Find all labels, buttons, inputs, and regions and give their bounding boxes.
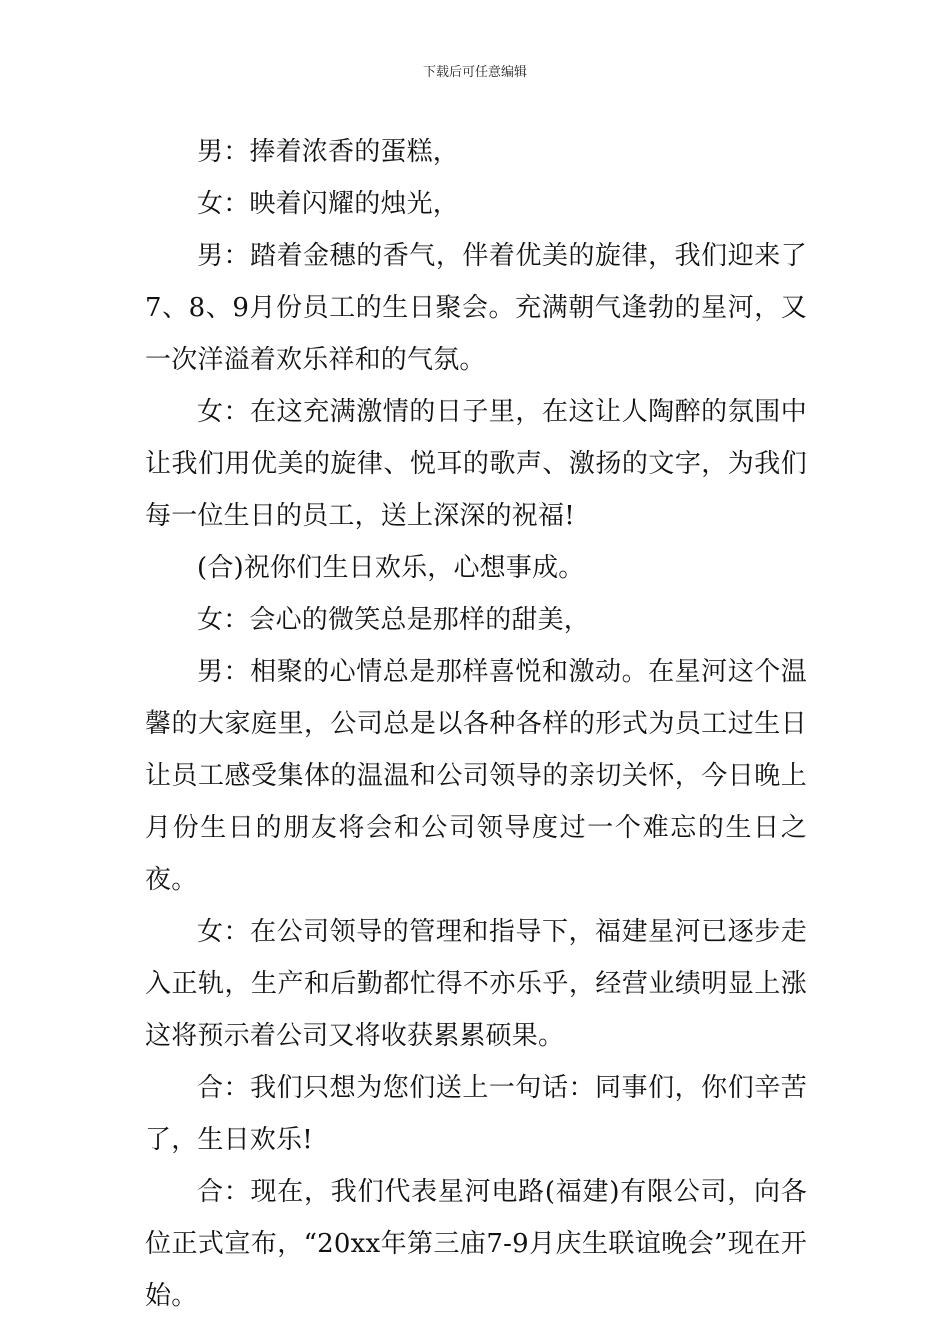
document-body bbox=[145, 126, 807, 1322]
paragraph-10: 合：现在，我们代表星河电路(福建)有限公司，向各位正式宣布，“20xx年第三庙7-9月庆生联谊晚会”现在开始。 bbox=[145, 1177, 807, 1311]
paragraph-1: 男：捧着浓香的蛋糕， bbox=[197, 137, 460, 167]
paragraph-4: 女：在这充满激情的日子里，在这让人陶醉的氛围中让我们用优美的旋律、悦耳的歌声、激扬的文字，为我们每一位生日的员工，送上深深的祝福! bbox=[145, 397, 807, 531]
paragraph-6: 女：会心的微笑总是那样的甜美， bbox=[197, 605, 591, 635]
paragraph-7: 男：相聚的心情总是那样喜悦和激动。在星河这个温馨的大家庭里，公司总是以各种各样的形式为员工过生日让员工感受集体的温温和公司领导的亲切关怀，今日晚上月份生日的朋友将会和公司领导度过一个难忘的生日之夜。 bbox=[145, 657, 807, 895]
paragraph-2: 女：映着闪耀的烛光， bbox=[197, 189, 460, 219]
paragraph-8: 女：在公司领导的管理和指导下，福建星河已逐步走入正轨，生产和后勤都忙得不亦乐乎，经营业绩明显上涨这将预示着公司又将收获累累硕果。 bbox=[145, 917, 807, 1051]
paragraph-3: 男：踏着金穗的香气，伴着优美的旋律，我们迎来了7、8、9月份员工的生日聚会。充满朝气逢勃的星河，又一次洋溢着欢乐祥和的气氛。 bbox=[145, 241, 807, 375]
paragraph-9: 合：我们只想为您们送上一句话：同事们，你们辛苦了，生日欢乐! bbox=[145, 1073, 807, 1155]
paragraph-5: (合)祝你们生日欢乐，心想事成。 bbox=[197, 553, 585, 583]
header-note: 下载后可任意编辑 bbox=[422, 65, 527, 80]
